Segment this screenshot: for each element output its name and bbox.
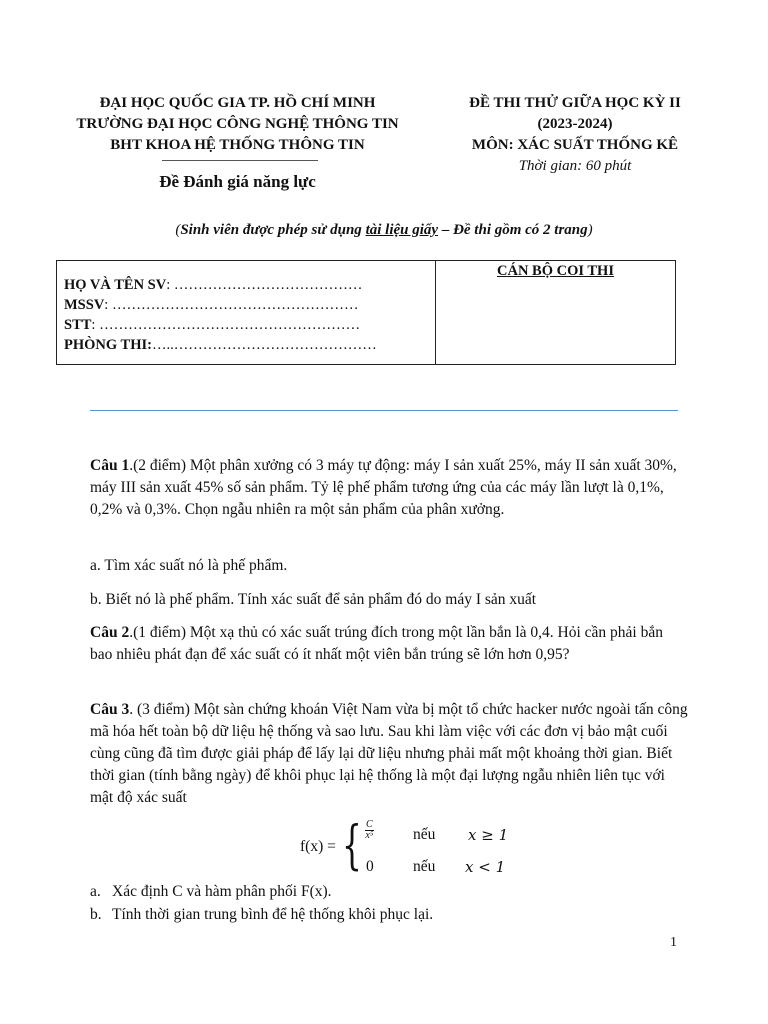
question-3b: b. Tính thời gian trung bình để hệ thống khôi phục lại. (90, 906, 434, 923)
student-name-field: HỌ VÀ TÊN SV: ………………………………… (64, 277, 363, 293)
question-3 (90, 699, 688, 809)
student-id-field: MSSV: …………………………………………… (64, 297, 359, 313)
density-formula (300, 818, 560, 880)
question-3a: a. Xác định C và hàm phân phối F(x). (90, 883, 332, 900)
header-divider (162, 160, 318, 161)
exam-title: ĐỀ THI THỬ GIỮA HỌC KỲ II (469, 95, 681, 111)
formula-if-1: nếu (413, 826, 436, 843)
invigilator-label: CÁN BỘ COI THI (497, 263, 614, 279)
question-1-text: .(2 điểm) Một phân xưởng có 3 máy tự động: máy I sản xuất 25%, máy II sản xuất 30%, máy III sản xuất 45% số sản phẩm. Tỷ lệ phế phẩm tương ứng của các máy lần lượt là 0,1%, 0,2% và 0,3%. Chọn ngẫu nhiên ra một sản phẩm của phân xưởng. (90, 457, 677, 518)
question-2 (90, 622, 688, 666)
university-name: ĐẠI HỌC QUỐC GIA TP. HỒ CHÍ MINH (99, 95, 376, 111)
exam-subtitle: Đề Đánh giá năng lực (159, 172, 316, 191)
question-2-label: Câu 2 (90, 624, 130, 641)
question-3-text: . (3 điểm) Một sàn chứng khoán Việt Nam vừa bị một tổ chức hacker nước ngoài tấn công mã hóa hết toàn bộ dữ liệu hệ thống và sao lưu. Sau khi làm việc với các đơn vị bảo mật cuối cùng cũng đã tìm được giải pháp để lấy lại dữ liệu nhưng phải mất một khoảng thời gian. Biết thời gian (tính bằng ngày) để khôi phục lại hệ thống là một đại lượng ngẫu nhiên liên tục với mật độ xác suất (90, 701, 688, 806)
department-name: BHT KHOA HỆ THỐNG THÔNG TIN (110, 137, 365, 153)
exam-room-field: PHÒNG THI:…..…………………………………… (64, 337, 377, 353)
exam-year: (2023-2024) (537, 116, 613, 132)
question-1a: a. Tìm xác suất nó là phế phẩm. (90, 557, 288, 574)
exam-header (430, 93, 720, 177)
paper-materials-underline: tài liệu giấy (365, 222, 439, 238)
student-order-field: STT: ……………………………………………… (64, 317, 361, 333)
exam-subject: MÔN: XÁC SUẤT THỐNG KÊ (471, 137, 679, 153)
formula-if-2: nếu (413, 858, 436, 875)
question-1-label: Câu 1 (90, 457, 130, 474)
formula-condition-2: x < 1 (465, 858, 506, 876)
page-number: 1 (670, 935, 677, 950)
formula-zero: 0 (366, 858, 374, 875)
formula-fraction: $\frac{C}{\text{x⁵}}$ (365, 819, 374, 841)
question-3-label: Câu 3 (90, 701, 130, 718)
section-rule (90, 410, 678, 411)
question-1 (90, 455, 688, 521)
student-info-box (56, 260, 676, 365)
question-1b: b. Biết nó là phế phẩm. Tính xác suất để sản phẩm đó do máy I sản xuất (90, 591, 537, 608)
formula-lhs: f(x) = (300, 838, 336, 855)
question-2-text: .(1 điểm) Một xạ thủ có xác suất trúng đích trong một lần bắn là 0,4. Hỏi cần phải bắn bao nhiêu phát đạn để xác suất có ít nhất một viên bắn trúng sẽ lớn hơn 0,95? (90, 624, 663, 663)
school-name: TRƯỜNG ĐẠI HỌC CÔNG NGHỆ THÔNG TIN (76, 116, 399, 132)
formula-brace: { (342, 816, 362, 876)
formula-condition-1: x ≥ 1 (468, 826, 509, 844)
exam-duration: Thời gian: 60 phút (518, 158, 632, 174)
exam-note: (Sinh viên được phép sử dụng tài liệu giấy – Đề thi gồm có 2 trang) (175, 222, 593, 238)
institution-header (60, 93, 415, 156)
student-fields (64, 275, 377, 355)
